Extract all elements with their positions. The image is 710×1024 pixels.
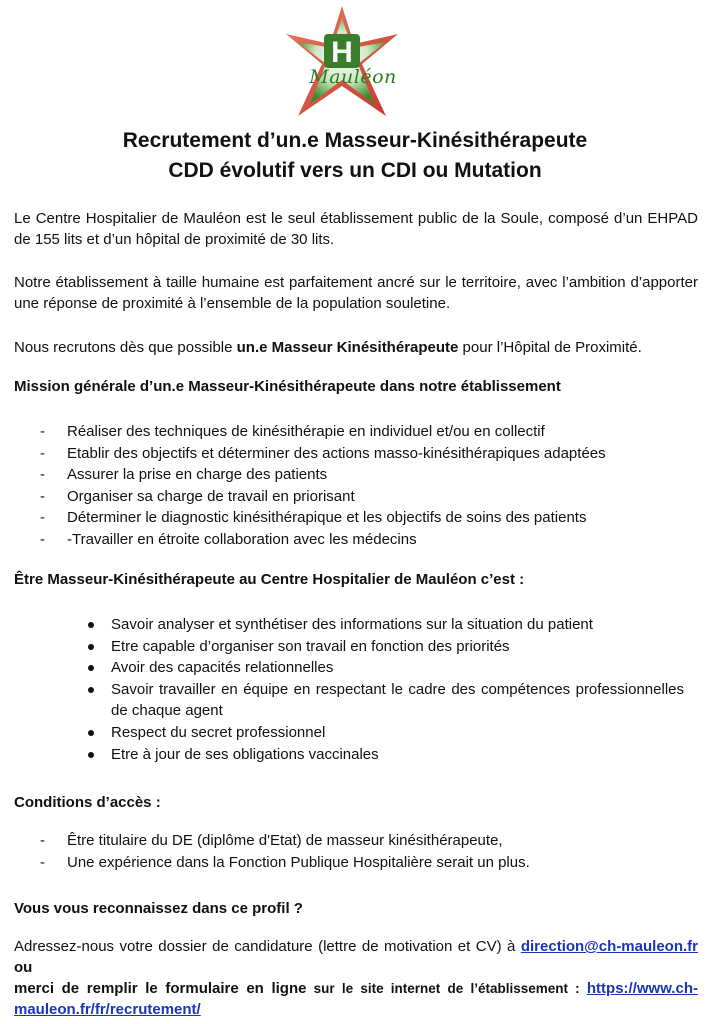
apply-or: ou — [14, 959, 33, 976]
intro-paragraph: Le Centre Hospitalier de Mauléon est le seul établissement public de la Soule, composé d’un EHPAD de 155 lits et d’un hôpital de proximité de 30 lits. — [14, 210, 698, 248]
ambition-paragraph: Notre établissement à taille humaine est parfaitement ancré sur le territoire, avec l’ambition d’apporter une réponse de proximité à l’ensemble de la population souletine. — [14, 274, 698, 312]
etre-heading: Être Masseur-Kinésithérapeute au Centre Hospitalier de Mauléon c’est : — [14, 571, 525, 588]
form-instruction: merci de remplir le formulaire en ligne — [14, 980, 307, 997]
list-item: - Etablir des objectifs et déterminer des actions masso-kinésithérapiques adaptées — [40, 444, 606, 462]
list-item: Savoir analyser et synthétiser des informations sur la situation du patient — [84, 614, 684, 636]
list-item: Etre à jour de ses obligations vaccinales — [84, 744, 684, 766]
email-link[interactable]: direction@ch-mauleon.fr — [520, 938, 698, 955]
recruit-text-post: pour l’Hôpital de Proximité. — [458, 339, 642, 356]
list-item: Avoir des capacités relationnelles — [84, 657, 684, 679]
page-title: Recrutement d’un.e Masseur-Kinésithérapeute — [122, 129, 588, 152]
list-item: - Organiser sa charge de travail en priorisant — [40, 487, 355, 505]
mission-heading: Mission générale d’un.e Masseur-Kinésithérapeute dans notre établissement — [14, 378, 561, 395]
etre-list — [84, 614, 684, 765]
list-item: - Déterminer le diagnostic kinésithérapique et les objectifs de soins des patients — [40, 509, 587, 527]
conditions-list — [14, 830, 698, 873]
mission-list — [14, 421, 698, 551]
apply-paragraph — [14, 936, 698, 1020]
list-item: - Une expérience dans la Fonction Publique Hospitalière serait un plus. — [40, 853, 530, 871]
recruit-text-pre: Nous recrutons dès que possible — [14, 339, 237, 356]
list-item: Etre capable d’organiser son travail en fonction des priorités — [84, 636, 684, 658]
list-item: - -Travailler en étroite collaboration avec les médecins — [40, 530, 417, 548]
logo-letter: H — [331, 36, 353, 69]
profile-question: Vous vous reconnaissez dans ce profil ? — [14, 900, 303, 917]
conditions-heading: Conditions d’accès : — [14, 794, 161, 811]
page-subtitle: CDD évolutif vers un CDI ou Mutation — [168, 159, 542, 182]
recruit-paragraph — [14, 337, 698, 358]
list-item: - Être titulaire du DE (diplôme d'Etat) de masseur kinésithérapeute, — [40, 832, 503, 849]
form-instruction-small: sur le site internet de l’établissement : — [306, 981, 587, 996]
recruit-role: un.e Masseur Kinésithérapeute — [236, 339, 459, 356]
list-item: Savoir travailler en équipe en respectant le cadre des compétences professionnelles de chaque agent — [84, 679, 684, 722]
list-item: Respect du secret professionnel — [84, 722, 684, 744]
logo-text: Mauléon — [309, 66, 397, 88]
apply-text: Adressez-nous votre dossier de candidature (lettre de motivation et CV) à — [14, 938, 521, 955]
recruitment-url-link[interactable]: https://www.ch-mauleon.fr/fr/recrutement/ — [14, 980, 698, 1018]
list-item: - Réaliser des techniques de kinésithérapie en individuel et/ou en collectif — [40, 423, 545, 440]
list-item: - Assurer la prise en charge des patients — [40, 466, 328, 484]
hospital-logo — [282, 4, 402, 122]
